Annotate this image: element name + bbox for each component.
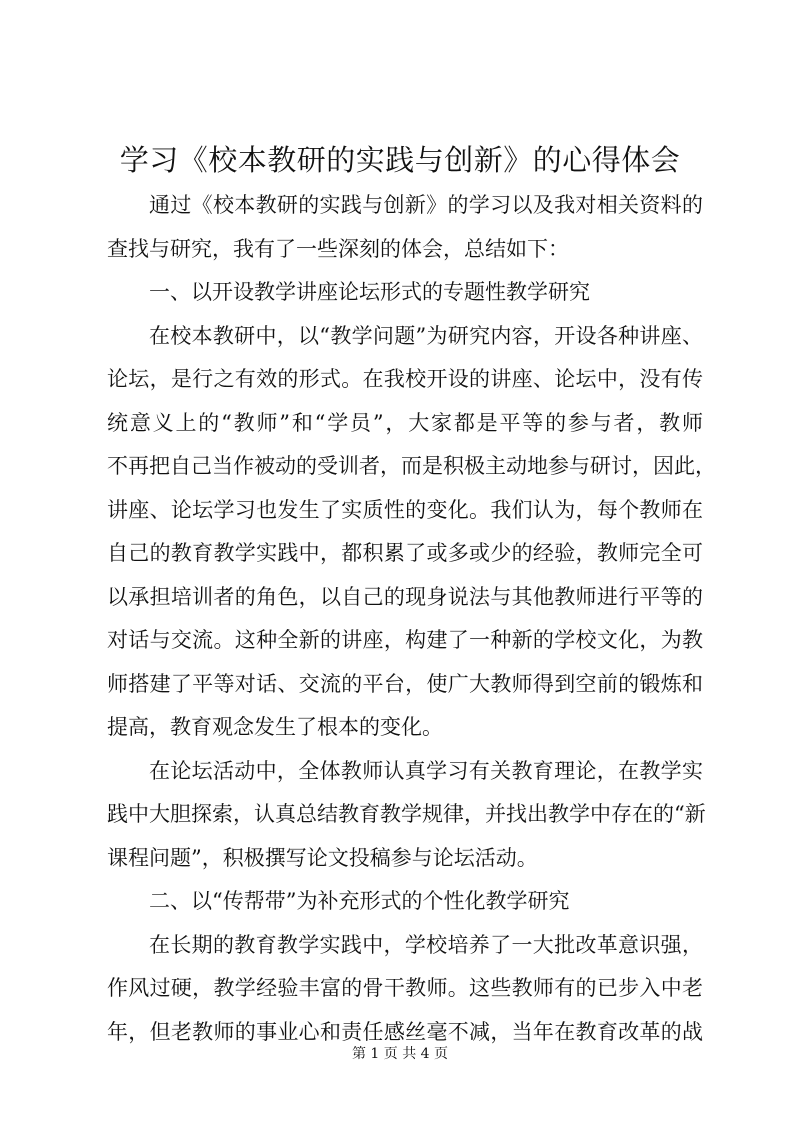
paragraph-line: 作风过硬，教学经验丰富的骨干教师。这些教师有的已步入中老 [107, 976, 703, 1000]
paragraph-line: 年，但老教师的事业心和责任感丝毫不减，当年在教育改革的战 [107, 1019, 703, 1044]
paragraph-line: 在论坛活动中，全体教师认真学习有关教育理论，在教学实 [149, 758, 703, 783]
section-heading: 二、以“传帮带”为补充形式的个性化教学研究 [149, 889, 570, 913]
paragraph-line: 自己的教育教学实践中，都积累了或多或少的经验，教师完全可 [107, 541, 703, 565]
paragraph-line: 查找与研究，我有了一些深刻的体会，总结如下： [107, 236, 569, 261]
paragraph-line: 课程问题”，积极撰写论文投稿参与论坛活动。 [107, 845, 538, 870]
document-body [107, 184, 716, 1054]
paragraph-line: 不再把自己当作被动的受训者，而是积极主动地参与研讨，因此， [107, 454, 716, 478]
document-title: 学习《校本教研的实践与创新》的心得体会 [119, 143, 681, 177]
page-number-footer: 第 1 页 共 4 页 [351, 1046, 449, 1062]
paragraph-line: 在校本教研中，以“教学问题”为研究内容，开设各种讲座、 [149, 323, 703, 348]
paragraph-line: 师搭建了平等对话、交流的平台，使广大教师得到空前的锻炼和 [107, 671, 703, 696]
paragraph-line: 论坛，是行之有效的形式。在我校开设的讲座、论坛中，没有传 [107, 367, 703, 391]
paragraph-line: 提高，教育观念发生了根本的变化。 [107, 715, 443, 739]
paragraph-line: 讲座、论坛学习也发生了实质性的变化。我们认为，每个教师在 [107, 497, 703, 522]
paragraph-line: 对话与交流。这种全新的讲座，构建了一种新的学校文化，为教 [107, 628, 703, 652]
paragraph-line: 以承担培训者的角色，以自己的现身说法与其他教师进行平等的 [107, 584, 703, 609]
paragraph-line: 践中大胆探索，认真总结教育教学规律，并找出教学中存在的“新 [107, 802, 706, 826]
paragraph-line: 通过《校本教研的实践与创新》的学习以及我对相关资料的 [149, 193, 703, 217]
section-heading: 一、以开设教学讲座论坛形式的专题性教学研究 [149, 280, 590, 304]
paragraph-line: 统意义上的“教师”和“学员”，大家都是平等的参与者，教师 [107, 410, 703, 435]
paragraph-line: 在长期的教育教学实践中，学校培养了一大批改革意识强， [149, 932, 703, 957]
